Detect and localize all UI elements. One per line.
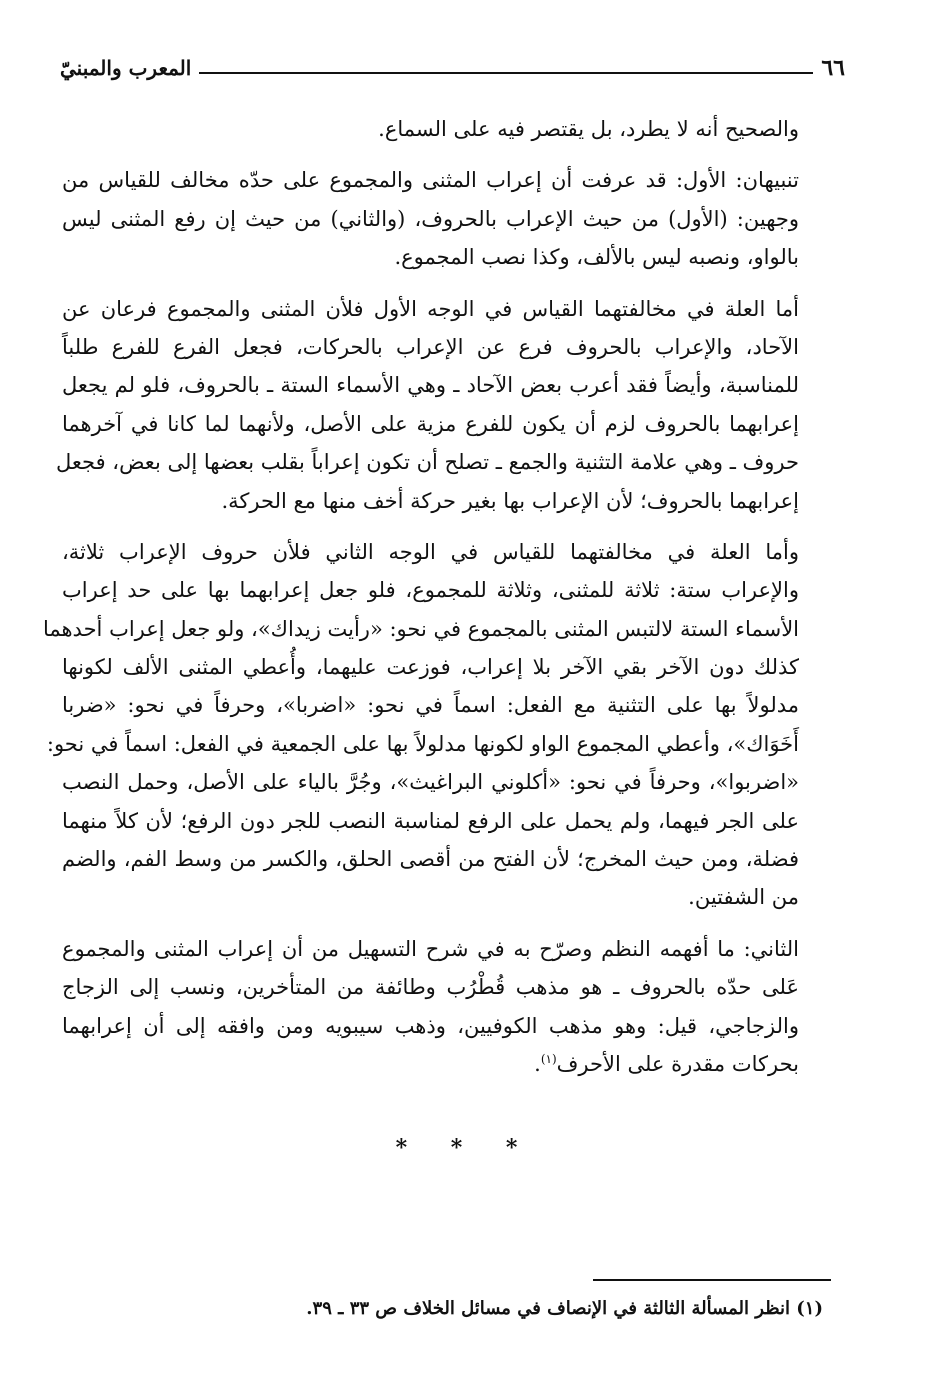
text-line: «اضربوا»، وحرفاً في نحو: «أكلوني البراغيث»، وجُرَّ بالياء على الأصل، وحمل النصب (62, 770, 799, 795)
header-rule (199, 72, 813, 74)
text-line: والزجاجي، قيل: وهو مذهب الكوفيين، وذهب سيبويه ومن وافقه إلى أن إعرابهما (62, 1013, 799, 1038)
text-line: والإعراب ستة: ثلاثة للمثنى، وثلاثة للمجموع، فلو جعل إعرابهما بها على حد إعراب (62, 578, 799, 603)
paragraph-5 (62, 930, 837, 1084)
footnote: (١) انظر المسألة الثالثة في الإنصاف في مسائل الخلاف ص ٣٣ ـ ٣٩. (306, 1298, 823, 1319)
text-line: أما العلة في مخالفتهما القياس في الوجه الأول فلأن المثنى والمجموع فرعان عن (62, 296, 799, 321)
paragraph-4 (42, 533, 837, 917)
paragraph-3 (56, 290, 837, 520)
page-header (60, 48, 845, 88)
text-line-with-footnote: بحركات مقدرة على الأحرف$^{(١)}$. (534, 1051, 799, 1076)
section-divider: * * * (395, 1135, 536, 1161)
text-line: إعرابهما بالحروف لزم أن يكون للفرع مزية على الأصل، ولأنهما لما كانا في آخرهما (62, 411, 799, 436)
running-title: المعرب والمبنيّ (60, 56, 192, 80)
text-line: على الجر فيهما، ولم يحمل على الرفع لمناسبة النصب للجر دون الرفع؛ لأن كلاً منهما (62, 808, 799, 833)
text-line: للمناسبة، وأيضاً فقد أعرب بعض الآحاد ـ وهي الأسماء الستة ـ بالحروف، فلو لم يجعل (62, 373, 799, 398)
text-line: عَلى حدّه بالحروف ـ هو مذهب قُطْرُب وطائفة من المتأخرين، ونسب إلى الزجاج (62, 975, 799, 1000)
text-line: فضلة، ومن حيث المخرج؛ لأن الفتح من أقصى الحلق، والكسر من وسط الفم، والضم (62, 847, 799, 872)
body-text (42, 110, 837, 1096)
text-line: وجهين: (الأول) من حيث الإعراب بالحروف، (والثاني) من حيث إن رفع المثنى ليس (62, 206, 799, 231)
footnote-rule (593, 1279, 831, 1281)
text-line: تنبيهان: الأول: قد عرفت أن إعراب المثنى والمجموع على حدّه مخالف للقياس من (62, 168, 799, 193)
text-line: الثاني: ما أفهمه النظم وصرّح به في شرح التسهيل من أن إعراب المثنى والمجموع (62, 936, 799, 961)
text-line: كذلك دون الآخر بقي الآخر بلا إعراب، فوزعت عليهما، وأُعطي المثنى الألف لكونها (62, 655, 799, 680)
footnote-reference[interactable]: (١) (540, 1051, 557, 1066)
text-line: بحركات مقدرة على الأحرف (556, 1051, 799, 1076)
text-line: وأما العلة في مخالفتهما للقياس في الوجه الثاني فلأن حروف الإعراب ثلاثة، (62, 539, 799, 564)
text-line: الآحاد، والإعراب بالحروف فرع عن الإعراب بالحركات، فجعل الفرع للفرع طلباً (62, 334, 799, 359)
paragraph-2 (62, 161, 837, 276)
text-line: إعرابهما بالحروف؛ لأن الإعراب بها بغير حركة أخف منها مع الحركة. (221, 488, 799, 513)
text-line: الأسماء الستة لالتبس المثنى بالمجموع في نحو: «رأيت زيداك»، ولو جعل إعراب أحدهما (42, 616, 799, 641)
text-line: من الشفتين. (688, 885, 799, 910)
text-line: بالواو، ونصبه ليس بالألف، وكذا نصب المجموع. (394, 245, 799, 270)
text-line: حروف ـ وهي علامة التثنية والجمع ـ تصلح أن تكون إعراباً بقلب بعضها إلى بعض، فجعل (56, 450, 799, 475)
text-line: والصحيح أنه لا يطرد، بل يقتصر فيه على السماع. (378, 117, 799, 141)
page-number: ٦٦ (821, 55, 845, 81)
paragraph-1 (62, 110, 837, 148)
text-line: أَخَوَاك»، وأعطي المجموع الواو لكونها مدلولاً بها على الجمعية في الفعل: اسماً في نحو: (46, 731, 799, 756)
text-line: مدلولاً بها على التثنية مع الفعل: اسماً في نحو: «اضربا»، وحرفاً في نحو: «ضربا (62, 693, 799, 718)
